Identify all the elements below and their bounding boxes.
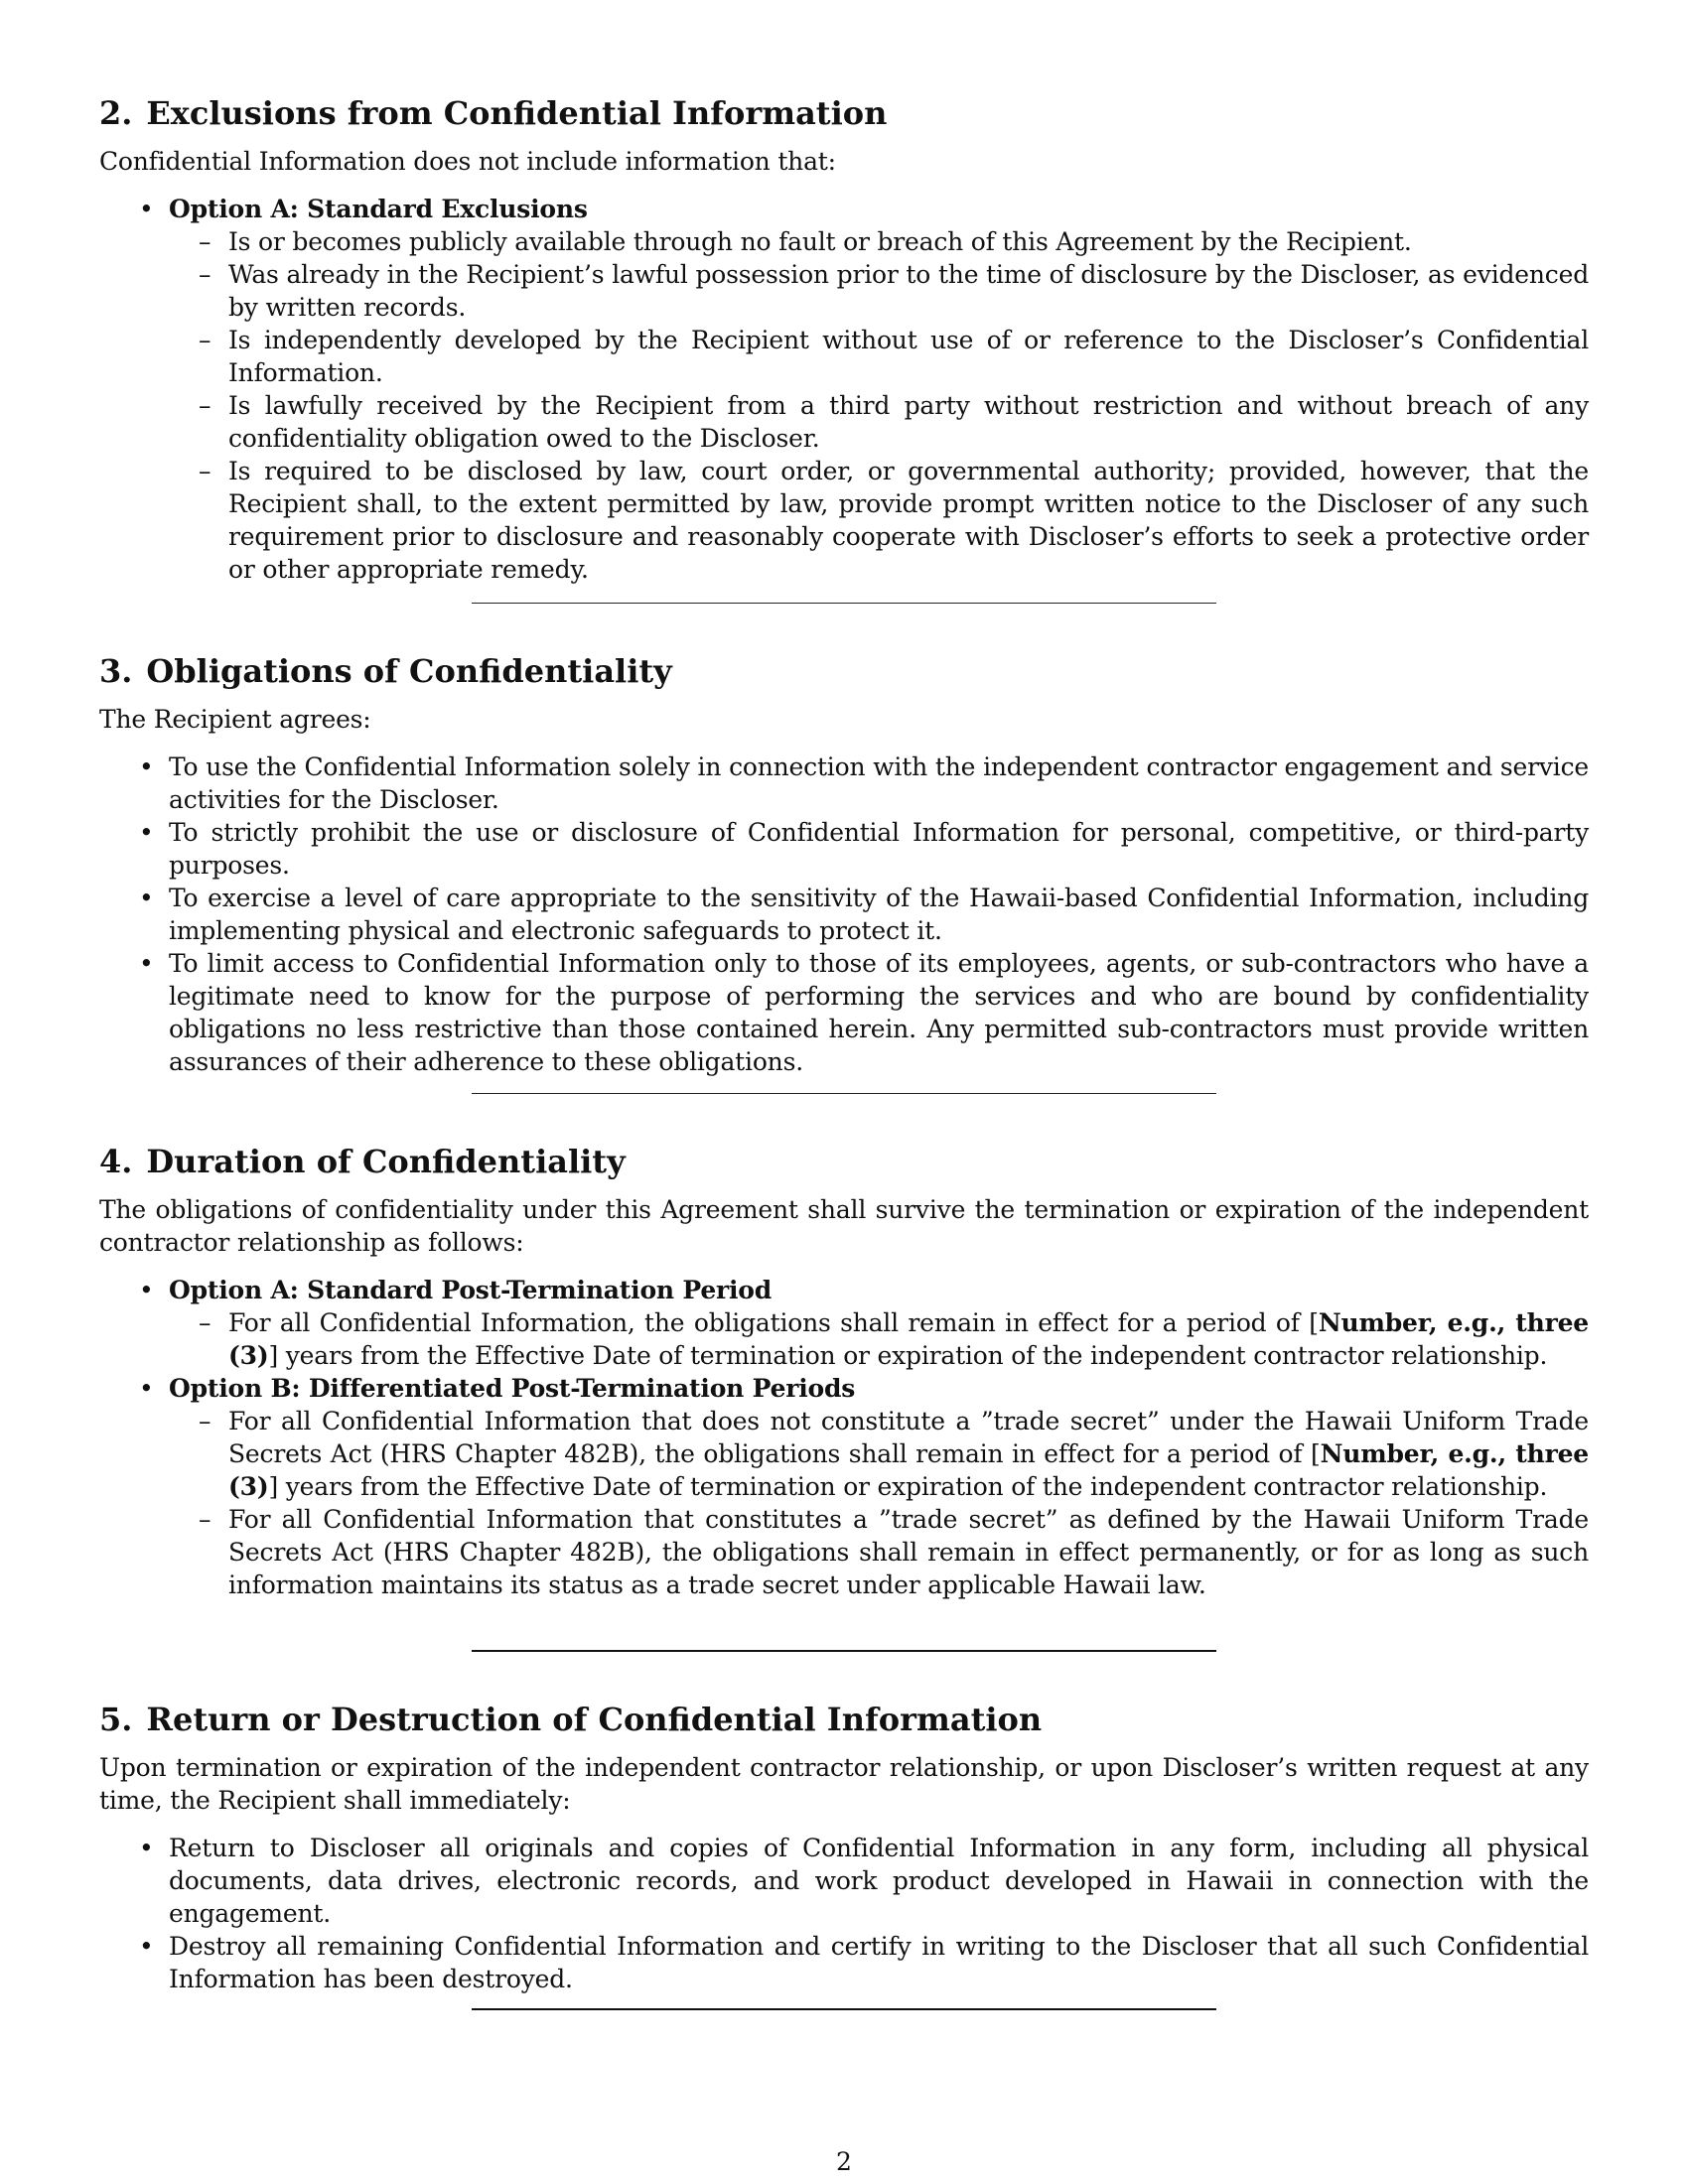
bullet-icon: • — [139, 949, 154, 978]
section-intro: The Recipient agrees: — [99, 705, 371, 734]
dash-icon: – — [199, 326, 211, 354]
sub-list — [169, 1306, 1589, 1372]
bullet-icon: • — [139, 884, 154, 912]
list-item: – Was already in the Recipient’s lawful possession prior to the time of disclosure by the Discloser, as evidenced by written records. — [199, 260, 1589, 322]
list-item: • To use the Confidential Information solely in connection with the independent contractor engagement and service activities for the Discloser. — [139, 752, 1589, 814]
section-4 — [99, 1142, 1589, 1601]
list-item: – Is independently developed by the Recipient without use of or reference to the Discloser’s Confidential Information. — [199, 326, 1589, 387]
list-item: • To limit access to Confidential Information only to those of its employees, agents, or sub-contractors who have a legitimate need to know for the purpose of performing the services and who are bound by confidentiality obligations no less restrictive than those contained herein. Any permitted sub-contractors must provide written assurances of their adherence to these obligations. — [139, 949, 1589, 1076]
section-2 — [99, 93, 1589, 586]
section-divider — [472, 2008, 1216, 2010]
section-3 — [99, 651, 1589, 1078]
bullet-icon: • — [139, 195, 154, 223]
list-item: – For all Confidential Information that constitutes a ”trade secret” as defined by the Hawaii Uniform Trade Secrets Act (HRS Chapter 482B), the obligations shall remain in effect permanently, or for as long as such information maintains its status as a trade secret under applicable Hawaii law. — [199, 1505, 1589, 1599]
sub-list — [169, 225, 1589, 586]
placeholder-number: Number, e.g., three (3) — [228, 1308, 1589, 1370]
bullet-icon: • — [139, 1374, 154, 1403]
bullet-icon: • — [139, 1276, 154, 1304]
dash-icon: – — [199, 227, 211, 256]
option-b — [99, 1372, 1589, 1601]
placeholder-number: Number, e.g., three (3) — [228, 1439, 1589, 1501]
bullet-icon: • — [139, 1932, 154, 1961]
dash-icon: – — [199, 457, 211, 485]
list-item: • To exercise a level of care appropriate to the sensitivity of the Hawaii-based Confidential Information, including implementing physical and electronic safeguards to protect it. — [139, 884, 1589, 945]
section-heading: 4. Duration of Confidentiality — [99, 1143, 626, 1180]
dash-icon: – — [199, 1407, 211, 1435]
dash-icon: – — [199, 391, 211, 420]
list-item: • Destroy all remaining Confidential Information and certify in writing to the Discloser that all such Confidential Information has been destroyed. — [139, 1932, 1589, 1993]
option-a — [99, 1274, 1589, 1372]
list-item: – For all Confidential Information that does not constitute a ”trade secret” under the Hawaii Uniform Trade Secrets Act (HRS Chapter 482B), the obligations shall remain in effect for a period of [Number, e.g., three (3)] years from the Effective Date of termination or expiration of the independent contractor relationship. — [199, 1407, 1589, 1501]
options-list — [99, 193, 1589, 586]
sub-list — [169, 1405, 1589, 1601]
dash-icon: – — [199, 1505, 211, 1534]
option-label: Option A: Standard Post-Termination Period — [169, 1276, 773, 1304]
section-divider — [472, 1650, 1216, 1652]
option-label: Option B: Differentiated Post-Termination Periods — [169, 1374, 856, 1403]
list-item: – Is required to be disclosed by law, court order, or governmental authority; provided, however, that the Recipient shall, to the extent permitted by law, provide prompt written notice to the Discloser of any such requirement prior to disclosure and reasonably cooperate with Discloser’s efforts to seek a protective order or other appropriate remedy. — [199, 457, 1589, 584]
obligations-list — [99, 751, 1589, 1078]
section-5 — [99, 1700, 1589, 1995]
section-divider — [472, 603, 1216, 604]
options-list — [99, 1274, 1589, 1601]
list-item: • Return to Discloser all originals and copies of Confidential Information in any form, including all physical documents, data drives, electronic records, and work product developed in Hawaii in connection with the engagement. — [139, 1834, 1589, 1928]
section-intro: Upon termination or expiration of the independent contractor relationship, or upon Discloser’s written request at any time, the Recipient shall immediately: — [99, 1753, 1589, 1815]
list-item: – Is lawfully received by the Recipient from a third party without restriction and without breach of any confidentiality obligation owed to the Discloser. — [199, 391, 1589, 453]
dash-icon: – — [199, 260, 211, 289]
section-heading: 2. Exclusions from Confidential Information — [99, 94, 888, 132]
option-label: Option A: Standard Exclusions — [169, 195, 588, 223]
list-item: – For all Confidential Information, the obligations shall remain in effect for a period of [Number, e.g., three (3)] years from the Effective Date of termination or expiration of the independent contractor relationship. — [199, 1308, 1589, 1370]
actions-list — [99, 1832, 1589, 1995]
section-divider — [472, 1093, 1216, 1094]
list-item: – Is or becomes publicly available through no fault or breach of this Agreement by the Recipient. — [199, 227, 1412, 256]
bullet-icon: • — [139, 1834, 154, 1862]
section-heading: 3. Obligations of Confidentiality — [99, 652, 672, 690]
section-heading: 5. Return or Destruction of Confidential Information — [99, 1701, 1043, 1738]
bullet-icon: • — [139, 752, 154, 781]
bullet-icon: • — [139, 818, 154, 847]
section-intro: Confidential Information does not include information that: — [99, 147, 836, 176]
page-number: 2 — [836, 2147, 852, 2176]
list-item: • To strictly prohibit the use or disclosure of Confidential Information for personal, competitive, or third-party purposes. — [139, 818, 1589, 880]
dash-icon: – — [199, 1308, 211, 1337]
section-intro: The obligations of confidentiality under this Agreement shall survive the termination or expiration of the independent contractor relationship as follows: — [99, 1195, 1589, 1257]
option-a — [99, 193, 1589, 586]
